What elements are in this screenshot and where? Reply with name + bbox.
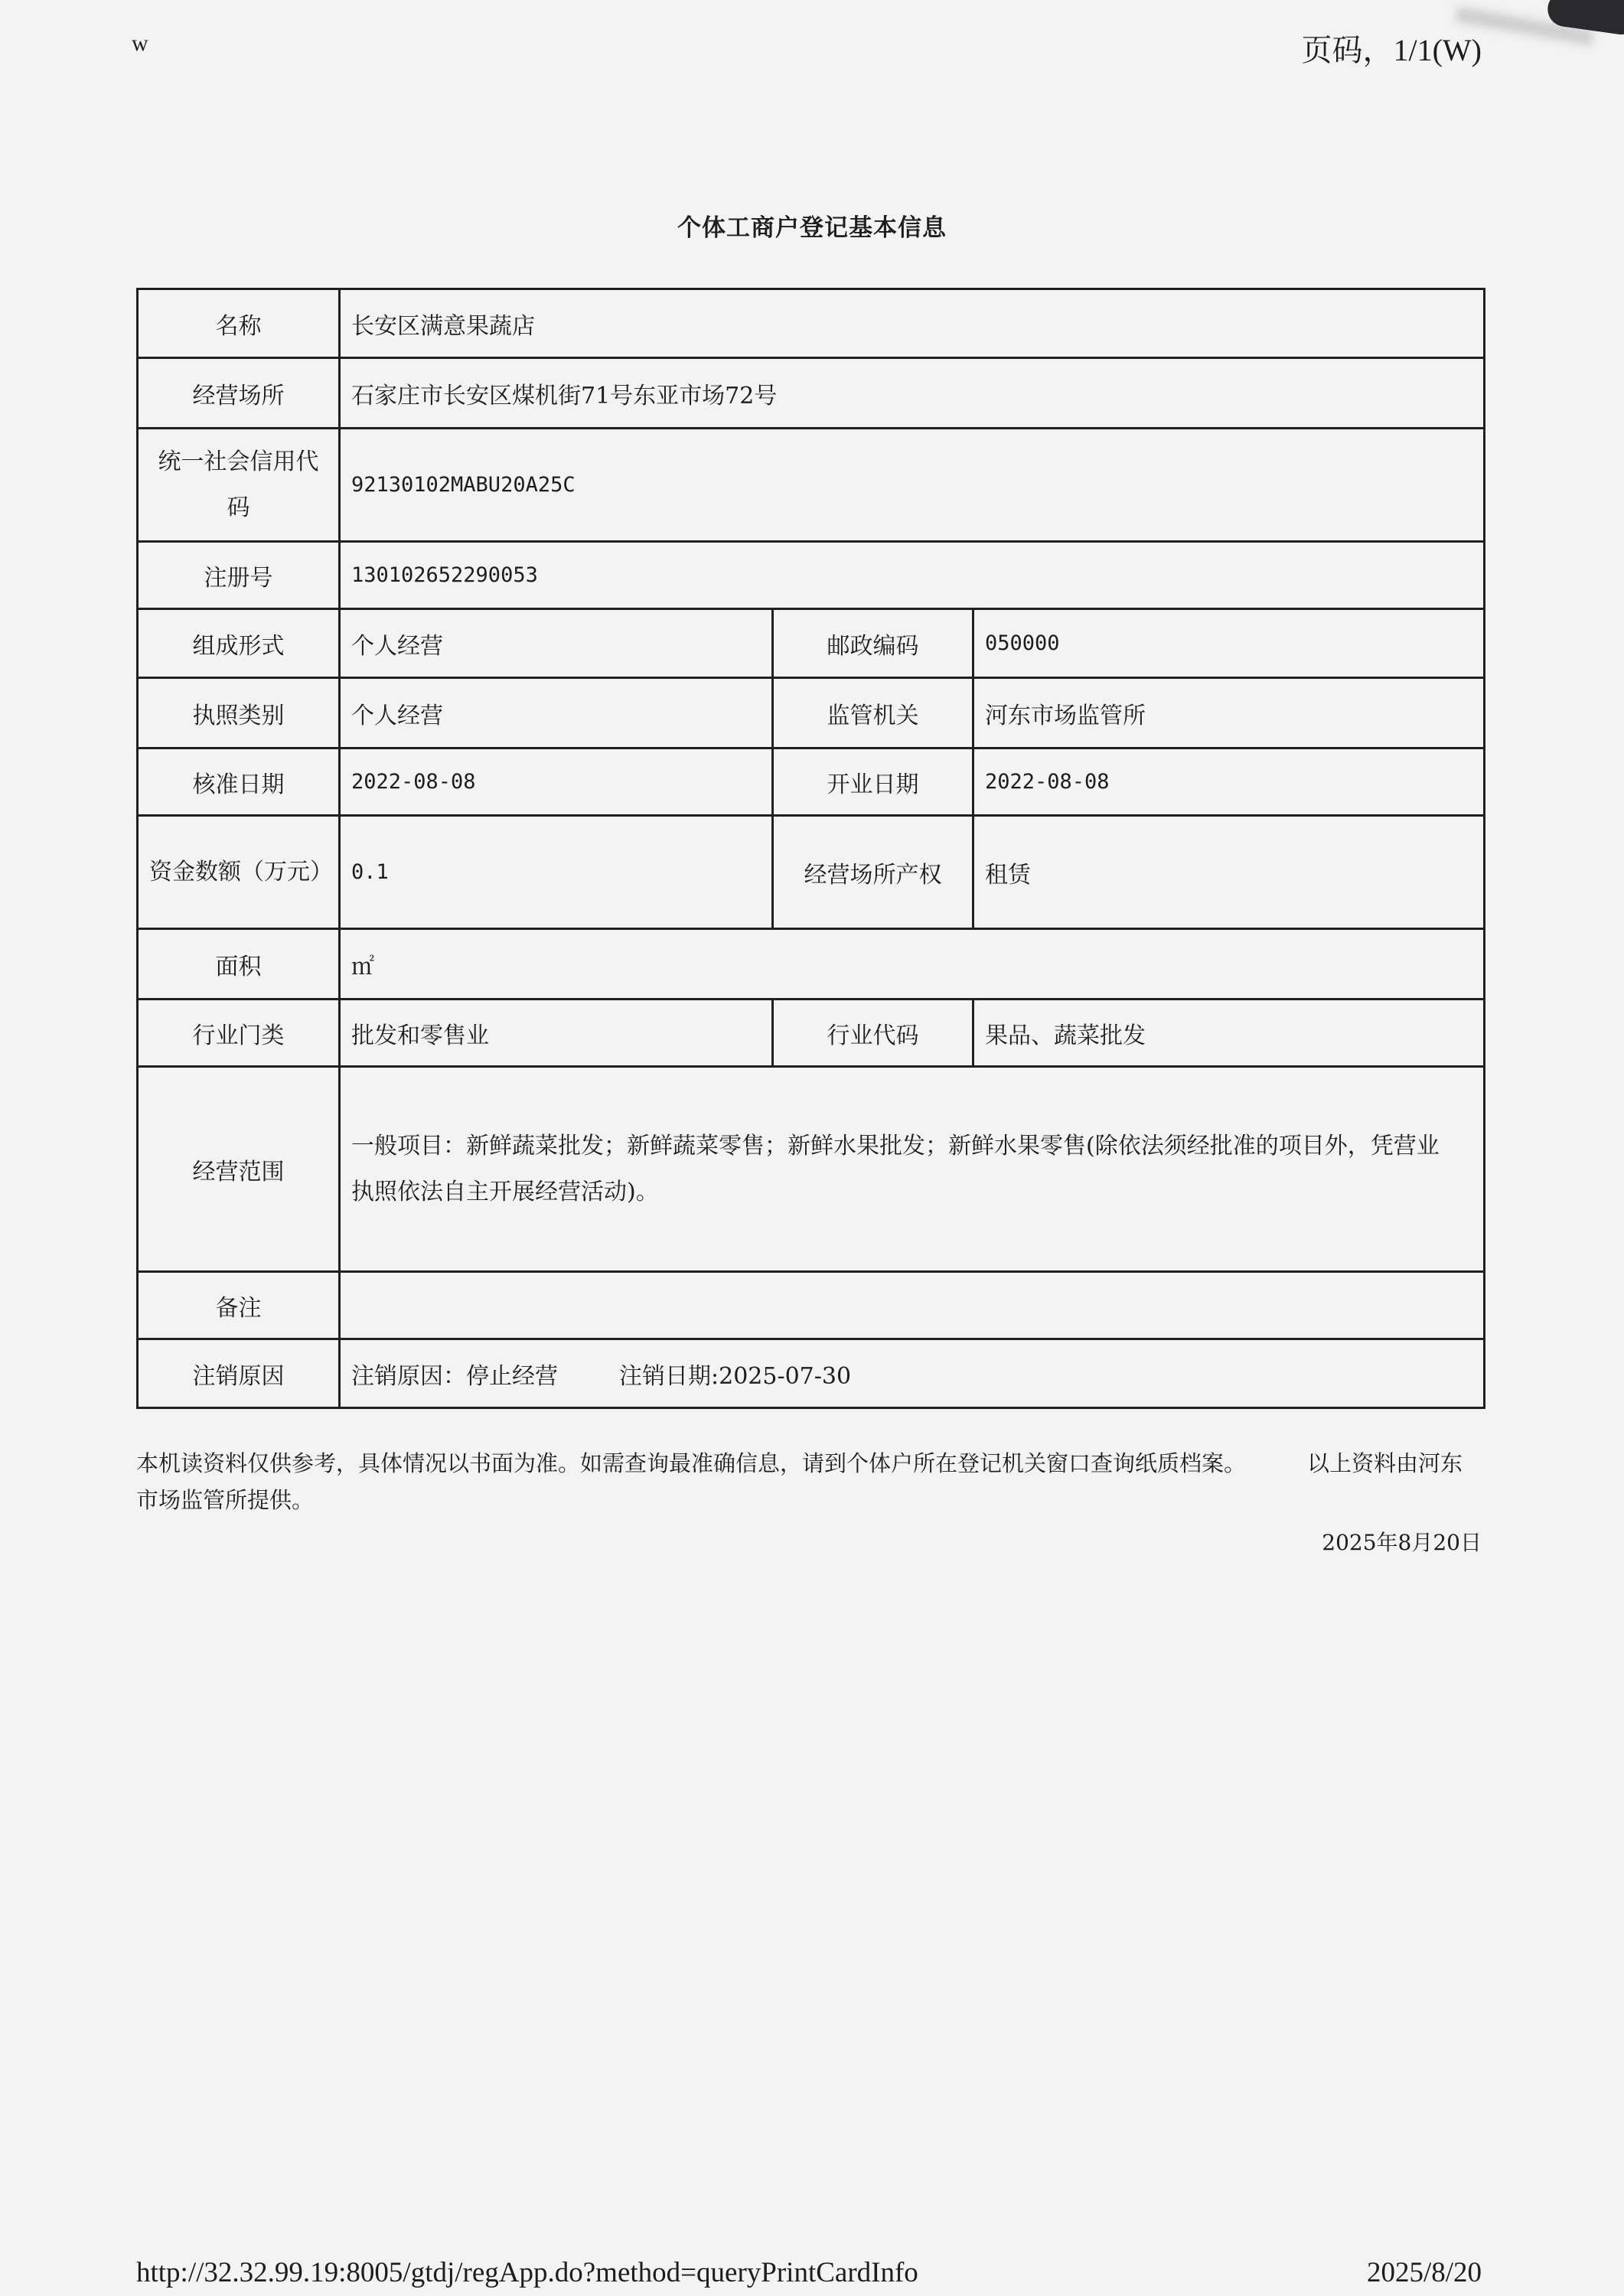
value-industry-code: 果品、蔬菜批发 [973, 1000, 1485, 1067]
label-industry: 行业门类 [138, 1000, 340, 1067]
label-cancel: 注销原因 [138, 1339, 340, 1408]
label-reg-no: 注册号 [138, 542, 340, 609]
table-row [138, 1339, 1485, 1408]
table-row [138, 816, 1485, 929]
label-license-type: 执照类别 [138, 678, 340, 748]
value-place: 石家庄市长安区煤机街71号东亚市场72号 [340, 358, 1485, 429]
table-row [138, 358, 1485, 429]
table-row [138, 1067, 1485, 1272]
value-reg-no: 130102652290053 [340, 542, 1485, 609]
table-row [138, 542, 1485, 609]
label-area: 面积 [138, 929, 340, 1000]
registration-table [136, 288, 1485, 1409]
print-header-left: w [132, 31, 148, 56]
cancel-date: 注销日期:2025-07-30 [619, 1362, 852, 1390]
label-open-date: 开业日期 [773, 748, 973, 816]
value-cancel [340, 1339, 1485, 1408]
disclaimer-text: 本机读资料仅供参考，具体情况以书面为准。如需查询最准确信息，请到个体户所在登记机关窗口查询纸质档案。 [136, 1450, 1247, 1476]
label-scope: 经营范围 [138, 1067, 340, 1272]
value-property: 租赁 [973, 816, 1485, 929]
label-credit-code: 统一社会信用代码 [138, 429, 340, 542]
page-number: 页码，1/1(W) [1301, 33, 1482, 67]
label-postcode: 邮政编码 [773, 609, 973, 678]
value-capital: 0.1 [340, 816, 773, 929]
label-industry-code: 行业代码 [773, 1000, 973, 1067]
label-name: 名称 [138, 289, 340, 358]
value-area: ㎡ [340, 929, 1485, 1000]
table-row [138, 929, 1485, 1000]
value-remark [340, 1272, 1485, 1339]
value-industry: 批发和零售业 [340, 1000, 773, 1067]
label-authority: 监管机关 [773, 678, 973, 748]
value-license-type: 个人经营 [340, 678, 773, 748]
table-row [138, 678, 1485, 748]
value-form: 个人经营 [340, 609, 773, 678]
table-row [138, 289, 1485, 358]
footer-date: 2025/8/20 [1366, 2257, 1482, 2288]
document-title: 个体工商户登记基本信息 [677, 214, 947, 242]
label-approval-date: 核准日期 [138, 748, 340, 816]
source-text: 以上资料由河东市场监管所提供。 [136, 1450, 1463, 1513]
value-name: 长安区满意果蔬店 [340, 289, 1485, 358]
value-approval-date: 2022-08-08 [340, 748, 773, 816]
footer-url: http://32.32.99.19:8005/gtdj/regApp.do?method=queryPrintCardInfo [136, 2257, 918, 2288]
table-row [138, 1272, 1485, 1339]
label-form: 组成形式 [138, 609, 340, 678]
value-open-date: 2022-08-08 [973, 748, 1485, 816]
value-scope: 一般项目：新鲜蔬菜批发；新鲜蔬菜零售；新鲜水果批发；新鲜水果零售(除依法须经批准的项目外，凭营业执照依法自主开展经营活动)。 [340, 1067, 1485, 1272]
value-authority: 河东市场监管所 [973, 678, 1485, 748]
label-capital: 资金数额（万元） [138, 816, 340, 929]
value-postcode: 050000 [973, 609, 1485, 678]
table-row [138, 429, 1485, 542]
table-row [138, 609, 1485, 678]
cancel-reason: 注销原因：停止经营 [351, 1362, 558, 1390]
disclaimer-note [136, 1445, 1483, 1518]
table-row [138, 1000, 1485, 1067]
label-property: 经营场所产权 [773, 816, 973, 929]
print-date: 2025年8月20日 [1322, 1530, 1482, 1555]
value-credit-code: 92130102MABU20A25C [340, 429, 1485, 542]
label-remark: 备注 [138, 1272, 340, 1339]
table-row [138, 748, 1485, 816]
label-place: 经营场所 [138, 358, 340, 429]
